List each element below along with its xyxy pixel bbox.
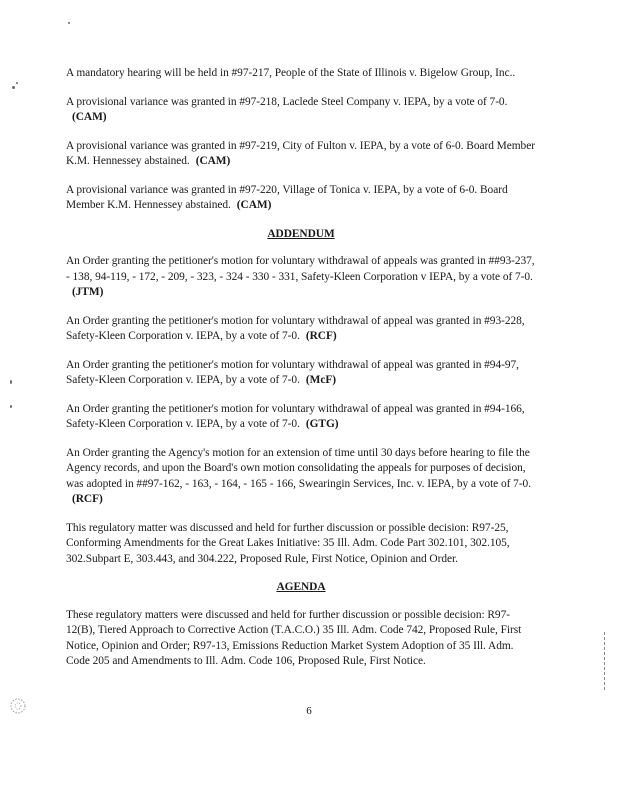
paragraph-text: An Order granting the petitioner's motion for voluntary withdrawal of appeal was granted in #94-166, Safety-Kleen Corporation v. IEPA, by a vote of 7-0. xyxy=(66,402,525,430)
paragraph-text: This regulatory matter was discussed and held for further discussion or possible decision: R97-25, Conforming Amendments for the Great Lakes Initiative: 35 Ill. Adm. Code Part 302.101, 302.105, 302.Subpart E, 303.443, and 304.222, Proposed Rule, First Notice, Opinion and Order. xyxy=(66,521,510,565)
initials-tag: (CAM) xyxy=(72,111,107,123)
paragraph xyxy=(66,139,536,170)
initials-tag: (CAM) xyxy=(195,155,231,167)
agenda-heading: AGENDA xyxy=(276,581,326,593)
paragraph xyxy=(66,608,536,670)
paragraph-text: A mandatory hearing will be held in #97-217, People of the State of Illinois v. Bigelow Group, Inc.. xyxy=(66,67,516,79)
scan-speck xyxy=(10,405,12,408)
paragraph-text: A provisional variance was granted in #97-220, Village of Tonica v. IEPA, by a vote of 6-0. Board Member K.M. Hennessey abstained. xyxy=(66,183,508,211)
initials-tag: (GTG) xyxy=(305,418,339,430)
paragraph xyxy=(66,446,536,508)
scan-speck xyxy=(68,22,70,24)
paragraph-text: An Order granting the petitioner's motion for voluntary withdrawal of appeal was granted in #94-97, Safety-Kleen Corporation v. IEPA, by a vote of 7-0. xyxy=(66,358,519,386)
paragraph-text: These regulatory matters were discussed and held for further discussion or possible decision: R97-12(B), Tiered Approach to Corrective Action (T.A.C.O.) 35 Ill. Adm. Code 742, Proposed Rule, First Notice, Opinion and Order; R97-13, Emissions Reduction Market System Adoption of 35 Ill. Adm. Code 205 and Amendments to Ill. Adm. Code 106, Proposed Rule, First Notice. xyxy=(66,608,522,667)
paragraph-text: An Order granting the petitioner's motion for voluntary withdrawal of appeals was granted in ##93-237, - 138, 94-119, - 172, - 209, - 323, - 324 - 330 - 331, Safety-Kleen Corporation v IEPA, by a vote of 7-0. xyxy=(66,255,535,283)
initials-tag: (RCF) xyxy=(305,330,337,342)
paragraph xyxy=(66,183,536,214)
paragraph-text: A provisional variance was granted in #97-218, Laclede Steel Company v. IEPA, by a vote of 7-0. xyxy=(66,95,508,108)
initials-tag: (McF) xyxy=(305,374,336,386)
paragraph-text: A provisional variance was granted in #97-219, City of Fulton v. IEPA, by a vote of 6-0. Board Member K.M. Hennessey abstained. xyxy=(66,139,535,167)
document-body xyxy=(66,66,536,683)
initials-tag: (CAM) xyxy=(236,199,272,211)
addendum-heading: ADDENDUM xyxy=(267,227,335,240)
scan-speck xyxy=(16,82,18,84)
scan-margin-mark xyxy=(604,632,606,690)
paragraph xyxy=(66,314,536,345)
scan-speck xyxy=(12,86,15,89)
paragraph xyxy=(66,95,536,126)
paragraph xyxy=(66,254,536,301)
initials-tag: (RCF) xyxy=(72,493,103,505)
scan-speck xyxy=(10,380,12,384)
paragraph xyxy=(66,521,536,568)
initials-tag: (JTM) xyxy=(72,286,104,298)
paragraph xyxy=(66,358,536,389)
paragraph xyxy=(66,402,536,433)
paragraph xyxy=(66,66,536,82)
page-number: 6 xyxy=(306,705,312,717)
paragraph-text: An Order granting the Agency's motion for an extension of time until 30 days before hearing to file the Agency records, and upon the Board's own motion consolidating the appeals for purposes of decision, was adopted in ##97-162, - 163, - 164, - 165 - 166, Swearingin Services, Inc. v. IEPA, by a vote of 7-0. xyxy=(66,446,532,490)
paragraph-text: An Order granting the petitioner's motion for voluntary withdrawal of appeal was granted in #93-228, Safety-Kleen Corporation v. IEPA, by a vote of 7-0. xyxy=(66,314,525,342)
